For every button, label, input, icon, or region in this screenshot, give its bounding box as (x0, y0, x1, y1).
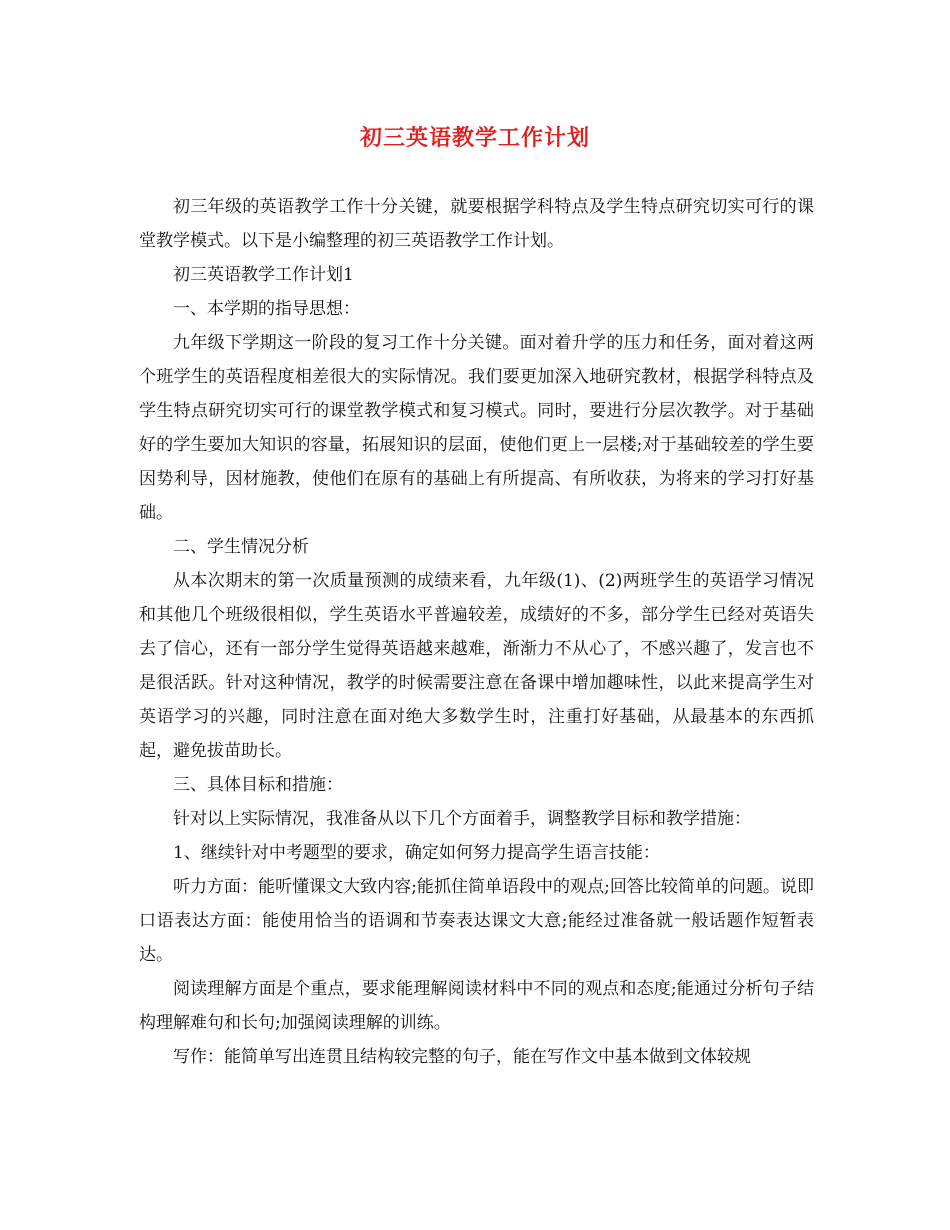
section-heading-student-analysis: 二、学生情况分析 (173, 537, 309, 557)
plan-heading: 初三英语教学工作计划1 (173, 265, 354, 285)
listening-speaking-paragraph: 听力方面：能听懂课文大致内容;能抓住简单语段中的观点;回答比较简单的问题。说即口语表达方面：能使用恰当的语调和节奏表达课文大意;能经过准备就一般话题作短暂表达。 (139, 877, 814, 965)
section-heading-guiding-thought: 一、本学期的指导思想： (173, 299, 360, 319)
reading-paragraph: 阅读理解方面是个重点，要求能理解阅读材料中不同的观点和态度;能通过分析句子结构理解难句和长句;加强阅读理解的训练。 (139, 979, 814, 1033)
guiding-thought-paragraph: 九年级下学期这一阶段的复习工作十分关键。面对着升学的压力和任务，面对着这两个班学生的英语程度相差很大的实际情况。我们要更加深入地研究教材，根据学科特点及学生特点研究切实可行的课堂教学模式和复习模式。同时，要进行分层次教学。对于基础好的学生要加大知识的容量，拓展知识的层面，使他们更上一层楼;对于基础较差的学生要因势利导，因材施教，使他们在原有的基础上有所提高、有所收获，为将来的学习打好基础。 (139, 333, 814, 523)
goals-intro-paragraph: 针对以上实际情况，我准备从以下几个方面着手，调整教学目标和教学措施： (173, 809, 751, 829)
intro-paragraph: 初三年级的英语教学工作十分关键，就要根据学科特点及学生特点研究切实可行的课堂教学模式。以下是小编整理的初三英语教学工作计划。 (139, 197, 814, 251)
section-heading-goals-measures: 三、具体目标和措施： (173, 775, 343, 795)
student-analysis-paragraph: 从本次期末的第一次质量预测的成绩来看，九年级(1)、(2)两班学生的英语学习情况和其他几个班级很相似，学生英语水平普遍较差，成绩好的不多，部分学生已经对英语失去了信心，还有一部分学生觉得英语越来越难，渐渐力不从心了，不感兴趣了，发言也不是很活跃。针对这种情况，教学的时候需要注意在备课中增加趣味性，以此来提高学生对英语学习的兴趣，同时注意在面对绝大多数学生时，注重打好基础，从最基本的东西抓起，避免拔苗助长。 (139, 571, 814, 761)
goal-item-1: 1、继续针对中考题型的要求，确定如何努力提高学生语言技能： (173, 843, 660, 863)
writing-paragraph: 写作：能简单写出连贯且结构较完整的句子，能在写作文中基本做到文体较规 (173, 1047, 751, 1067)
document-title: 初三英语教学工作计划 (359, 125, 590, 151)
document-body (139, 190, 814, 1074)
